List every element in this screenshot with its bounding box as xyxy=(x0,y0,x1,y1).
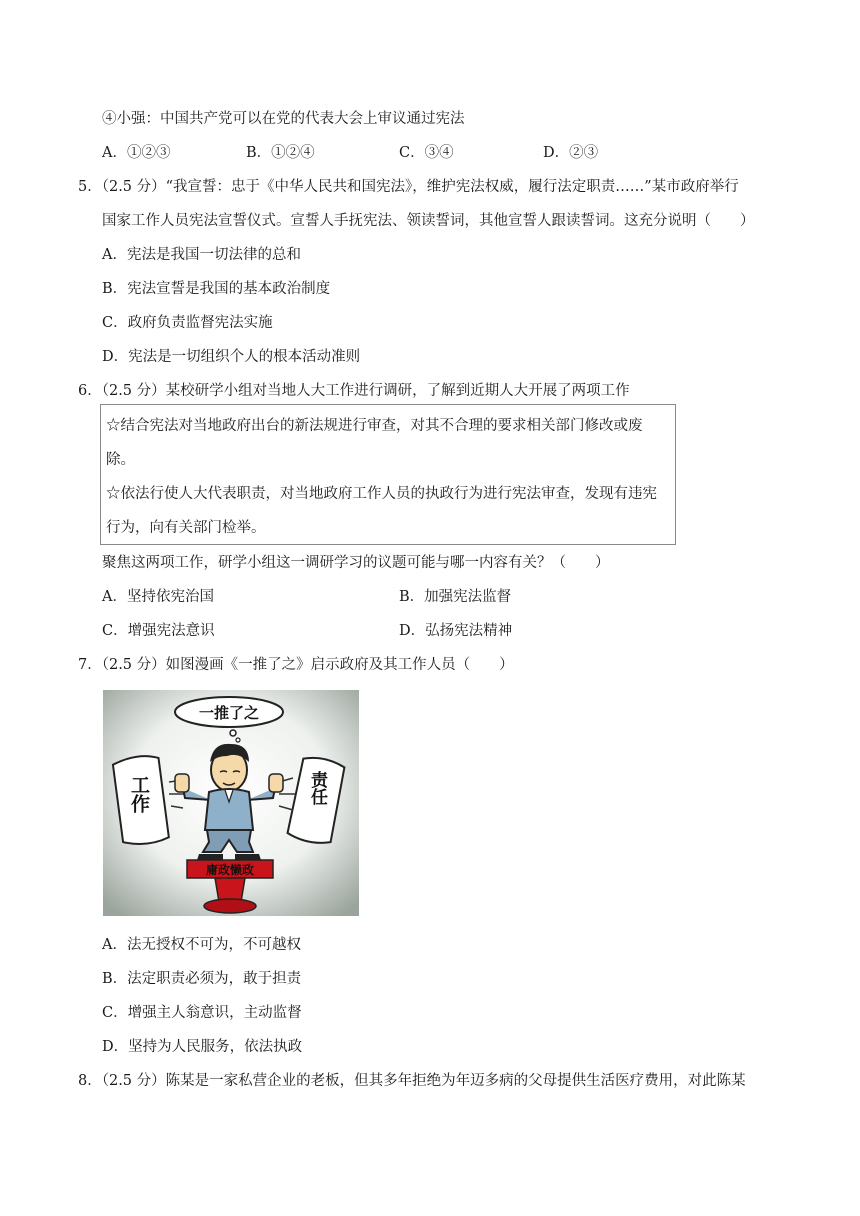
q5-option-b: B．宪法宣誓是我国的基本政治制度 xyxy=(102,281,331,297)
q6-material-line-1: ☆结合宪法对当地政府出台的新法规进行审查，对其不合理的要求相关部门修改或废 xyxy=(106,418,643,434)
q7-stem: 7．（2.5 分）如图漫画《一推了之》启示政府及其工作人员（ ） xyxy=(78,657,514,673)
q4-option-c: C．③④ xyxy=(399,145,454,161)
q7-option-d: D．坚持为人民服务，依法执政 xyxy=(102,1039,303,1055)
cartoon-right-paper-text: 责任 xyxy=(307,771,327,805)
q7-option-a: A．法无授权不可为，不可越权 xyxy=(102,937,301,953)
q4-option-d: D．②③ xyxy=(543,145,599,161)
q6-material-line-4: 行为，向有关部门检举。 xyxy=(106,520,266,536)
q5-option-c: C．政府负责监督宪法实施 xyxy=(102,315,273,331)
q4-option-a: A．①②③ xyxy=(102,145,171,161)
q6-question: 聚焦这两项工作，研学小组这一调研学习的议题可能与哪一内容有关？（ ） xyxy=(102,555,610,571)
q5-stem-line-2: 国家工作人员宪法宣誓仪式。宣誓人手抚宪法、领读誓词，其他宣誓人跟读誓词。这充分说明（ ） xyxy=(102,213,755,229)
q4-item-4: ④小强：中国共产党可以在党的代表大会上审议通过宪法 xyxy=(102,111,465,127)
q5-option-d: D．宪法是一切组织个人的根本活动准则 xyxy=(102,349,361,365)
q6-option-b: B．加强宪法监督 xyxy=(399,589,512,605)
q6-stem: 6．（2.5 分）某校研学小组对当地人大工作进行调研，了解到近期人大开展了两项工作 xyxy=(78,383,630,399)
q5-stem-line-1: 5．（2.5 分）“我宣誓：忠于《中华人民共和国宪法》，维护宪法权威，履行法定职责……”某市政府举行 xyxy=(78,179,739,195)
q7-option-c: C．增强主人翁意识，主动监督 xyxy=(102,1005,302,1021)
q6-option-c: C．增强宪法意识 xyxy=(102,623,215,639)
cartoon-left-paper-char-1: 工作 xyxy=(128,775,150,813)
cartoon-image xyxy=(103,690,359,916)
q5-option-a: A．宪法是我国一切法律的总和 xyxy=(102,247,301,263)
q6-material-line-3: ☆依法行使人大代表职责，对当地政府工作人员的执政行为进行宪法审查，发现有违宪 xyxy=(106,486,657,502)
q6-option-a: A．坚持依宪治国 xyxy=(102,589,214,605)
q4-option-b: B．①②④ xyxy=(246,145,315,161)
q8-stem: 8．（2.5 分）陈某是一家私营企业的老板，但其多年拒绝为年迈多病的父母提供生活医疗费用，对此陈某 xyxy=(78,1073,746,1089)
q7-option-b: B．法定职责必须为，敢于担责 xyxy=(102,971,302,987)
q6-option-d: D．弘扬宪法精神 xyxy=(399,623,513,639)
cartoon-pedestal-text: 庸政懒政 xyxy=(205,863,255,877)
q6-material-line-2: 除。 xyxy=(106,452,135,468)
cartoon-bubble-text: 一推了之 xyxy=(198,704,260,722)
q6-material-box xyxy=(100,404,676,545)
